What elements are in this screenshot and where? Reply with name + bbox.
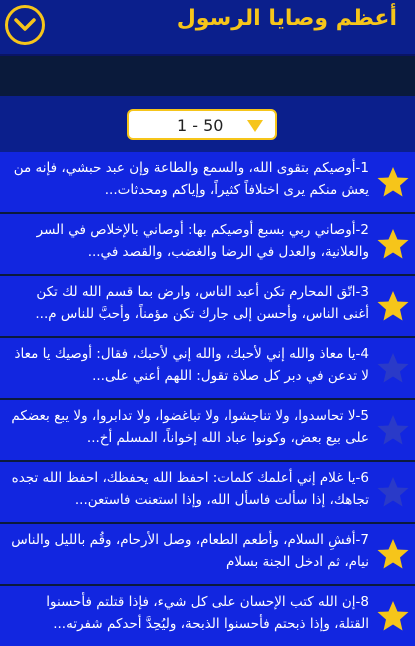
app-header (0, 0, 415, 56)
list-item-text: 1-أوصيكم بتقوى الله، والسمع والطاعة وإن عبد حبشي، فإنه من يعش منكم يرى اختلافاً كثيراً، وإياكم ومحدثات... (13, 160, 369, 198)
list-item[interactable] (0, 524, 415, 584)
list-item-text: 3-اتّق المحارم تكن أعبد الناس، وارض بما قسم الله لك تكن أغنى الناس، وأحسن إلى جارك تكن مؤمناً، وأحبَّ للناس م... (35, 284, 369, 322)
list-item-text: 5-لا تحاسدوا، ولا تناجشوا، ولا تباغضوا، ولا تدابروا، ولا يبع بعضكم على بيع بعض، وكونوا عباد الله إخواناً، المسلم أخ... (11, 408, 369, 446)
star-icon[interactable] (376, 351, 410, 385)
star-icon[interactable] (376, 475, 410, 509)
star-icon[interactable] (376, 537, 410, 571)
list-item[interactable] (0, 586, 415, 646)
list-item[interactable] (0, 214, 415, 274)
filter-bar (0, 96, 415, 152)
list-item-text: 8-إن الله كتب الإحسان على كل شيء، فإذا قتلتم فأحسنوا القتلة، وإذا ذبحتم فأحسنوا الذبحة، وليُحِدَّ أحدكم شفرته... (46, 594, 369, 632)
star-icon[interactable] (376, 599, 410, 633)
page-title: أعظم وصايا الرسول (176, 6, 397, 31)
list-item-text: 2-أوصاني ربي بسبع أوصيكم بها: أوصاني بالإخلاص في السر والعلانية، والعدل في الرضا والغضب، والقصد في... (36, 222, 369, 260)
list-item[interactable] (0, 462, 415, 522)
list-item[interactable] (0, 338, 415, 398)
chevron-down-icon (14, 18, 36, 32)
star-icon[interactable] (376, 165, 410, 199)
dropdown-arrow-icon (247, 120, 263, 132)
list-item[interactable] (0, 400, 415, 460)
range-select-value: 1 - 50 (177, 116, 224, 135)
advice-list[interactable] (0, 152, 415, 632)
star-icon[interactable] (376, 227, 410, 261)
star-icon[interactable] (376, 413, 410, 447)
list-item-text: 7-أفشِ السلام، وأطعم الطعام، وصل الأرحام، وقُم بالليل والناس نيام، ثم ادخل الجنة بسلام (11, 532, 369, 570)
list-item[interactable] (0, 152, 415, 212)
chevron-down-circle-icon[interactable] (5, 5, 45, 45)
banner-area (0, 56, 415, 96)
star-icon[interactable] (376, 289, 410, 323)
list-item-text: 4-يا معاذ والله إني لأحبك، والله إني لأحبك، فقال: أوصيك يا معاذ لا تدعن في دبر كل صلاة تقول: اللهم أعني على... (14, 346, 369, 384)
range-select[interactable] (127, 109, 277, 140)
list-item-text: 6-يا غلام إني أعلمك كلمات: احفظ الله يحفظك، احفظ الله تجده تجاهك، إذا سألت فاسأل الله، وإذا استعنت فاستعن... (11, 470, 369, 508)
list-item[interactable] (0, 276, 415, 336)
